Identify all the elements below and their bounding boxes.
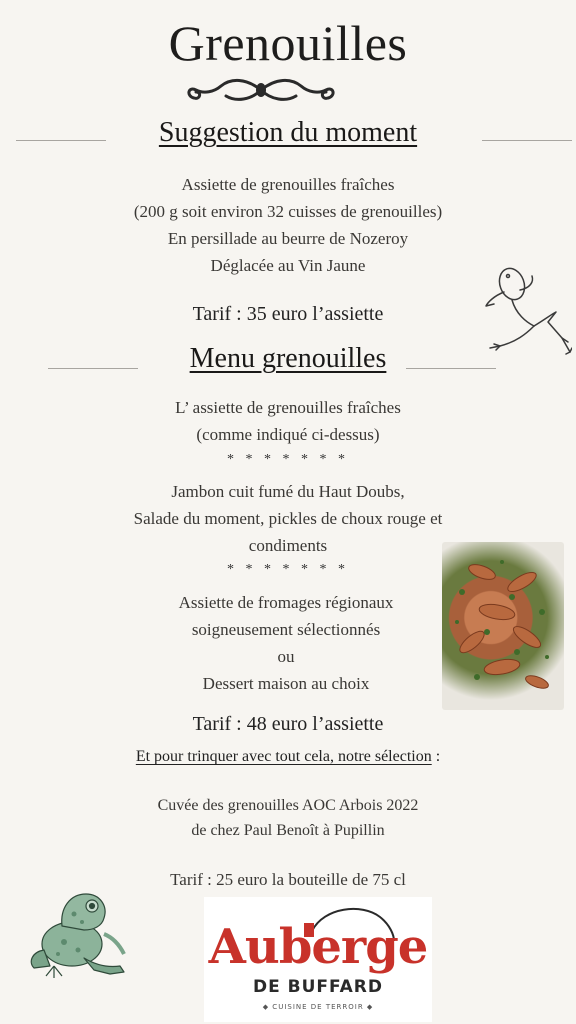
- auberge-logo: [204, 897, 432, 1022]
- suggestion-line: (200 g soit environ 32 cuisses de grenouilles): [133, 202, 443, 221]
- menu-course3-line: soigneusement sélectionnés: [191, 620, 381, 639]
- menu-course1-line: L’ assiette de grenouilles fraîches: [175, 398, 401, 417]
- menu-course2-line: Jambon cuit fumé du Haut Doubs,: [171, 482, 405, 501]
- suggestion-price: Tarif : 35 euro l’assiette: [192, 303, 384, 325]
- ornament-divider-icon: [176, 72, 346, 108]
- menu-separator: * * * * * * *: [227, 452, 349, 467]
- wine-line: Cuvée des grenouilles AOC Arbois 2022: [157, 797, 419, 814]
- menu-heading: Menu grenouilles: [189, 343, 387, 374]
- wine-price: Tarif : 25 euro la bouteille de 75 cl: [170, 870, 406, 889]
- logo-subtitle: DE BUFFARD: [252, 977, 384, 997]
- frog-illustration-icon: [24, 884, 132, 980]
- suggestion-line: Assiette de grenouilles fraîches: [181, 175, 395, 194]
- page-title: Grenouilles: [168, 15, 408, 71]
- suggestion-line: Déglacée au Vin Jaune: [210, 256, 366, 275]
- wine-heading: [0, 748, 576, 766]
- menu-price: Tarif : 48 euro l’assiette: [192, 713, 384, 735]
- wine-heading-text: Et pour trinquer avec tout cela, notre sélection: [135, 748, 432, 765]
- menu-course3-line: Assiette de fromages régionaux: [178, 593, 394, 612]
- frog-legs-dish-photo: [442, 542, 564, 710]
- suggestion-line: En persillade au beurre de Nozeroy: [167, 229, 409, 248]
- menu-course3-line: Dessert maison au choix: [202, 674, 370, 693]
- menu-course1-line: (comme indiqué ci-dessus): [196, 425, 380, 444]
- wine-heading-colon: :: [431, 748, 441, 765]
- logo-tagline: ◆ CUISINE DE TERROIR ◆: [262, 1003, 374, 1011]
- menu-course2-line: condiments: [248, 536, 328, 555]
- menu-course2-line: Salade du moment, pickles de choux rouge et: [133, 509, 443, 528]
- wine-line: de chez Paul Benoît à Pupillin: [191, 822, 385, 839]
- suggestion-heading: Suggestion du moment: [158, 117, 418, 148]
- logo-name: Auberge: [208, 919, 428, 975]
- menu-course3-line: ou: [277, 647, 295, 666]
- menu-separator: * * * * * * *: [227, 562, 349, 577]
